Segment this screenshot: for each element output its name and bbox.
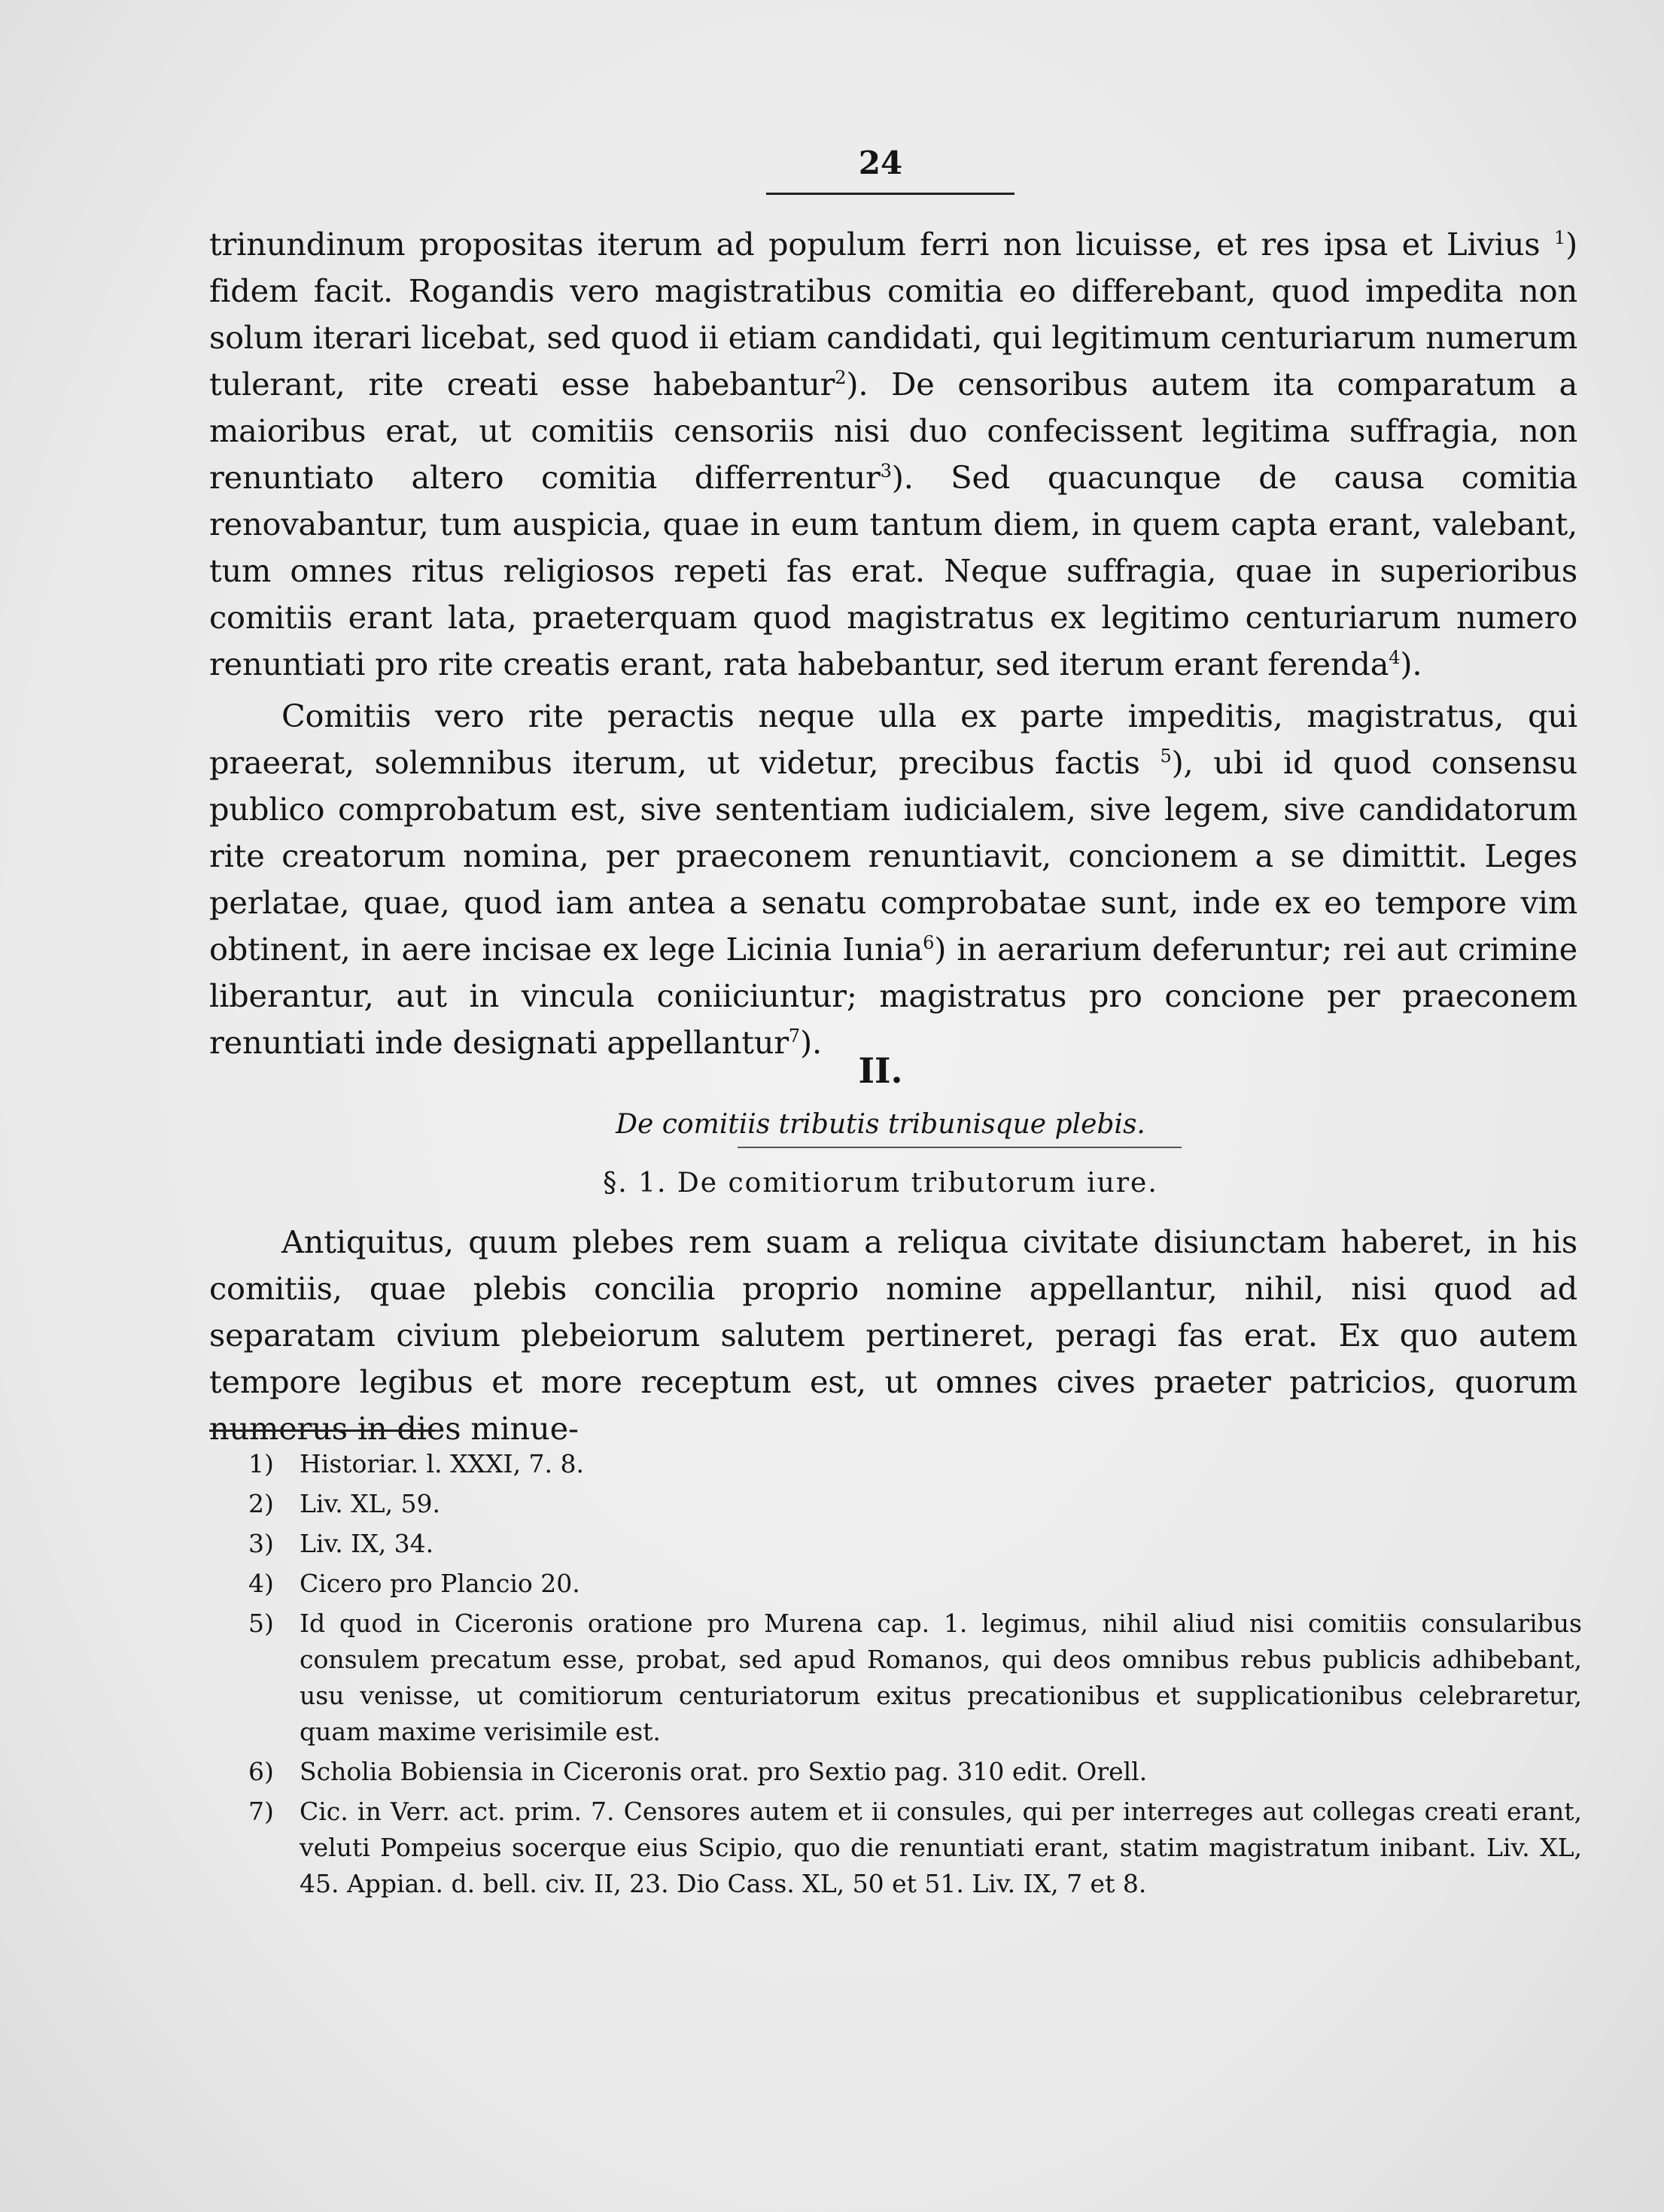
footnote-4 — [248, 1566, 1582, 1602]
paragraph-2: Comitiis vero rite peractis neque ulla ex parte impeditis, magistratus, qui praeerat, solemnibus iterum, ut videtur, precibus factis $^5$), ubi id quod consensu publico comprobatum est, sive sententiam iudicialem, sive legem, sive candidatorum rite creatorum nomina, per praeconem renuntiavit, concionem a se dimittit. Leges perlatae, quae, quod iam antea a senatu comprobatae sunt, inde ex eo tempore vim obtinent, in aere incisae ex lege Licinia Iunia$^6$) in aerarium deferuntur; rei aut crimine liberantur, aut in vincula coniiciuntur; magistratus pro concione per praeconem renuntiati inde designati appellantur$^7$). — [209, 697, 1578, 1061]
footnote-mark: 1) — [248, 1449, 274, 1478]
footnote-ref-4: 4 — [1389, 647, 1401, 669]
footnote-5 — [248, 1606, 1582, 1750]
footnote-ref-5: 5 — [1160, 746, 1172, 767]
footnote-ref-1: 1 — [1553, 227, 1565, 249]
footnote-7 — [248, 1794, 1582, 1902]
subsection-title: §. 1. De comitiorum tributorum iure. — [603, 1168, 1158, 1199]
footnote-ref-6: 6 — [923, 932, 935, 954]
footnote-ref-3: 3 — [880, 460, 892, 482]
footnote-text: Id quod in Ciceronis oratione pro Murena cap. 1. legimus, nihil aliud nisi comitiis consularibus consulem precatum esse, probat, sed apud Romanos, qui deos omnibus rebus publicis adhibebant, usu venisse, ut comitiorum centuriatorum exitus precationibus et supplicationibus celebraretur, quam maxime verisimile est. — [300, 1609, 1582, 1746]
footnote-mark: 6) — [248, 1757, 274, 1786]
footnote-6 — [248, 1754, 1582, 1790]
footnote-mark: 4) — [248, 1569, 274, 1598]
body-text-bottom — [209, 1219, 1577, 1452]
footnote-1 — [248, 1446, 1582, 1482]
paragraph-1: trinundinum propositas iterum ad populum ferri non licuisse, et res ipsa et Livius $^1$) fidem facit. Rogandis vero magistratibus comitia eo differebant, quod impedita non solum iterari licebat, sed quod ii etiam candidati, qui legitimum centuriarum numerum tulerant, rite creati esse habebantur$^2$). De censoribus autem ita comparatum a maioribus erat, ut comitiis censoriis nisi duo confecissent legitima suffragia, non renuntiato altero comitia differrentur$^3$). Sed quacunque de causa comitia renovabantur, tum auspicia, quae in eum tantum diem, in quem capta erant, valebant, tum omnes ritus religiosos repeti fas erat. Neque suffragia, quae in superioribus comitiis erant lata, praeterquam quod magistratus ex legitimo centuriarum numero renuntiati pro rite creatis erant, rata habebantur, sed iterum erant ferenda$^4$). — [209, 226, 1578, 682]
footnote-text: Cic. in Verr. act. prim. 7. Censores autem et ii consules, qui per interreges aut collegas creati erant, veluti Pompeius socerque eius Scipio, quo die renuntiati erant, statim magistratum inibant. Liv. XL, 45. Appian. d. bell. civ. II, 23. Dio Cass. XL, 50 et 51. Liv. IX, 7 et 8. — [300, 1797, 1582, 1898]
body-text-top — [209, 221, 1577, 688]
page-number: 24 — [858, 144, 903, 181]
footnote-mark: 5) — [248, 1609, 274, 1638]
footnote-text: Liv. IX, 34. — [300, 1529, 434, 1558]
footnote-rule — [209, 1430, 435, 1432]
footnote-text: Scholia Bobiensia in Ciceronis orat. pro Sextio pag. 310 edit. Orell. — [300, 1757, 1148, 1786]
footnote-2 — [248, 1486, 1582, 1522]
body-text-middle — [209, 693, 1577, 1066]
footnote-3 — [248, 1526, 1582, 1562]
section-title: De comitiis tributis tribunisque plebis. — [616, 1109, 1145, 1140]
section-number: II. — [858, 1050, 903, 1091]
footnote-text: Liv. XL, 59. — [300, 1489, 441, 1518]
section-title-rule — [738, 1147, 1182, 1148]
footnote-ref-7: 7 — [788, 1025, 800, 1047]
footnote-mark: 3) — [248, 1529, 274, 1558]
footnote-text: Historiar. l. XXXI, 7. 8. — [300, 1449, 585, 1478]
footnotes — [248, 1446, 1582, 1906]
footnote-mark: 2) — [248, 1489, 274, 1518]
footnote-mark: 7) — [248, 1797, 274, 1826]
footnote-ref-2: 2 — [835, 367, 847, 389]
footnote-text: Cicero pro Plancio 20. — [300, 1569, 580, 1598]
header-rule — [766, 193, 1015, 195]
paragraph-3: Antiquitus, quum plebes rem suam a reliqua civitate disiunctam haberet, in his comitiis, quae plebis concilia proprio nomine appellantur, nihil, nisi quod ad separatam civium plebeiorum salutem pertineret, peragi fas erat. Ex quo autem tempore legibus et more receptum est, ut omnes cives praeter patricios, quorum numerus in dies minue- — [209, 1223, 1577, 1447]
